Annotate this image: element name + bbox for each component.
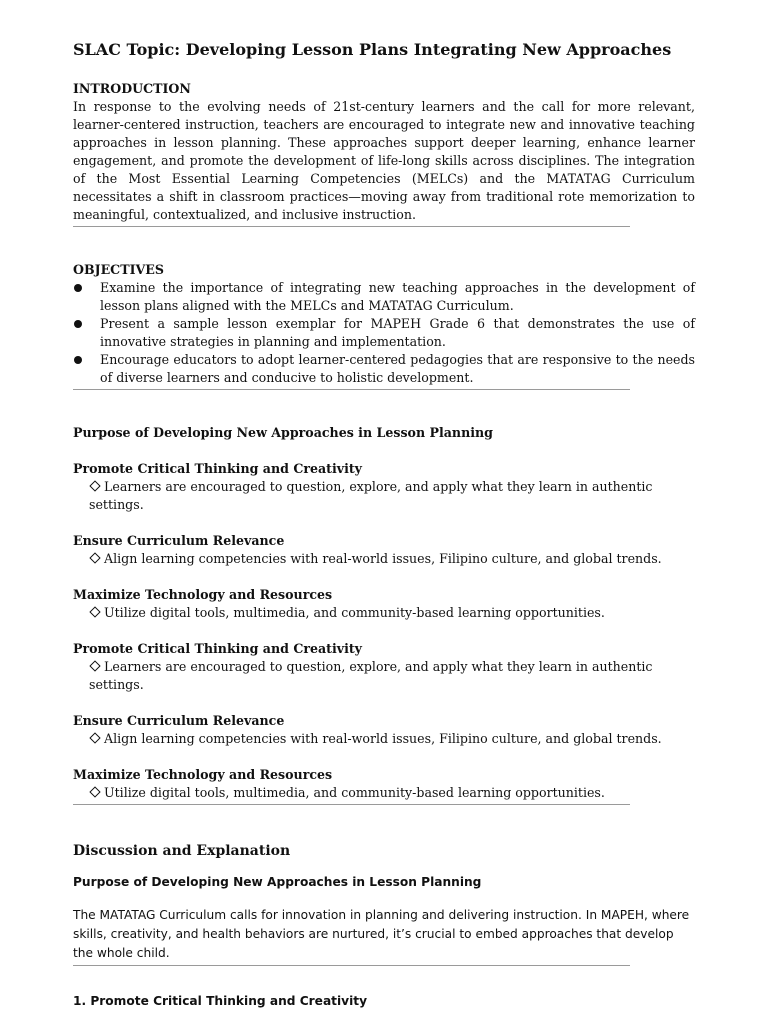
objectives-section: [73, 261, 695, 390]
purpose-item-heading: Ensure Curriculum Relevance: [73, 713, 285, 728]
purpose-item-heading: Maximize Technology and Resources: [73, 767, 333, 782]
purpose-item: [73, 766, 695, 802]
purpose-item-desc: [73, 550, 695, 568]
diamond-bullet-icon: [89, 786, 100, 797]
list-item: [73, 279, 695, 315]
bullet-icon: [74, 284, 82, 292]
objectives-heading: OBJECTIVES: [73, 262, 164, 277]
section-divider: [73, 389, 630, 390]
purpose-item-desc: [73, 658, 695, 694]
diamond-bullet-icon: [89, 732, 100, 743]
purpose-section: [73, 424, 695, 805]
diamond-bullet-icon: [89, 660, 100, 671]
document-content: [73, 38, 695, 1010]
numbered-heading: 1. Promote Critical Thinking and Creativity: [73, 994, 368, 1008]
section-divider: [73, 226, 630, 227]
purpose-item-heading: Promote Critical Thinking and Creativity: [73, 641, 362, 656]
purpose-item-desc: [73, 604, 695, 622]
bullet-icon: [74, 356, 82, 364]
purpose-item-text: Align learning competencies with real-world issues, Filipino culture, and global trends.: [104, 731, 662, 746]
purpose-item-desc: [73, 784, 695, 802]
objective-text: Examine the importance of integrating new teaching approaches in the development of lesson plans aligned with the MELCs and MATATAG Curriculum.: [100, 280, 695, 313]
discussion-heading: Discussion and Explanation: [73, 843, 291, 859]
purpose-item-desc: [73, 478, 695, 514]
introduction-heading: INTRODUCTION: [73, 81, 191, 96]
introduction-text: In response to the evolving needs of 21st-century learners and the call for more relevant, learner-centered instruction, teachers are encouraged to integrate new and innovative teaching approaches in lesson planning. These approaches support deeper learning, enhance learner engagement, and promote the development of life-long skills across disciplines. The integration of the Most Essential Learning Competencies (MELCs) and the MATATAG Curriculum necessitates a shift in classroom practices—moving away from traditional rote memorization to meaningful, contextualized, and inclusive instruction.: [73, 99, 695, 222]
introduction-section: [73, 80, 695, 227]
diamond-bullet-icon: [89, 606, 100, 617]
purpose-heading: Purpose of Developing New Approaches in Lesson Planning: [73, 425, 493, 440]
purpose-item: [73, 586, 695, 622]
purpose-item-heading: Ensure Curriculum Relevance: [73, 533, 285, 548]
bullet-icon: [74, 320, 82, 328]
objective-text: Present a sample lesson exemplar for MAPEH Grade 6 that demonstrates the use of innovative strategies in planning and implementation.: [100, 316, 695, 349]
purpose-item-desc: [73, 730, 695, 748]
purpose-item: [73, 460, 695, 514]
list-item: [73, 315, 695, 351]
purpose-item-text: Align learning competencies with real-world issues, Filipino culture, and global trends.: [104, 551, 662, 566]
purpose-item-heading: Maximize Technology and Resources: [73, 587, 333, 602]
objectives-list: [73, 279, 695, 387]
purpose-item-text: Utilize digital tools, multimedia, and community-based learning opportunities.: [104, 605, 605, 620]
section-divider: [73, 965, 630, 966]
discussion-text: The MATATAG Curriculum calls for innovation in planning and delivering instruction. In MAPEH, where skills, creativity, and health behaviors are nurtured, it’s crucial to embed approaches that develop the whole child.: [73, 908, 690, 960]
diamond-bullet-icon: [89, 552, 100, 563]
list-item: [73, 351, 695, 387]
purpose-item: [73, 712, 695, 748]
purpose-item-heading: Promote Critical Thinking and Creativity: [73, 461, 362, 476]
discussion-section: [73, 841, 695, 1010]
purpose-item: [73, 532, 695, 568]
purpose-item: [73, 640, 695, 694]
purpose-item-text: Utilize digital tools, multimedia, and community-based learning opportunities.: [104, 785, 605, 800]
purpose-item-text: Learners are encouraged to question, explore, and apply what they learn in authentic settings.: [89, 659, 653, 692]
objective-text: Encourage educators to adopt learner-centered pedagogies that are responsive to the needs of diverse learners and conducive to holistic development.: [100, 352, 695, 385]
discussion-subheading: Purpose of Developing New Approaches in Lesson Planning: [73, 875, 482, 889]
diamond-bullet-icon: [89, 480, 100, 491]
purpose-item-text: Learners are encouraged to question, explore, and apply what they learn in authentic settings.: [89, 479, 653, 512]
section-divider: [73, 804, 630, 805]
page-title: SLAC Topic: Developing Lesson Plans Integrating New Approaches: [73, 40, 672, 59]
